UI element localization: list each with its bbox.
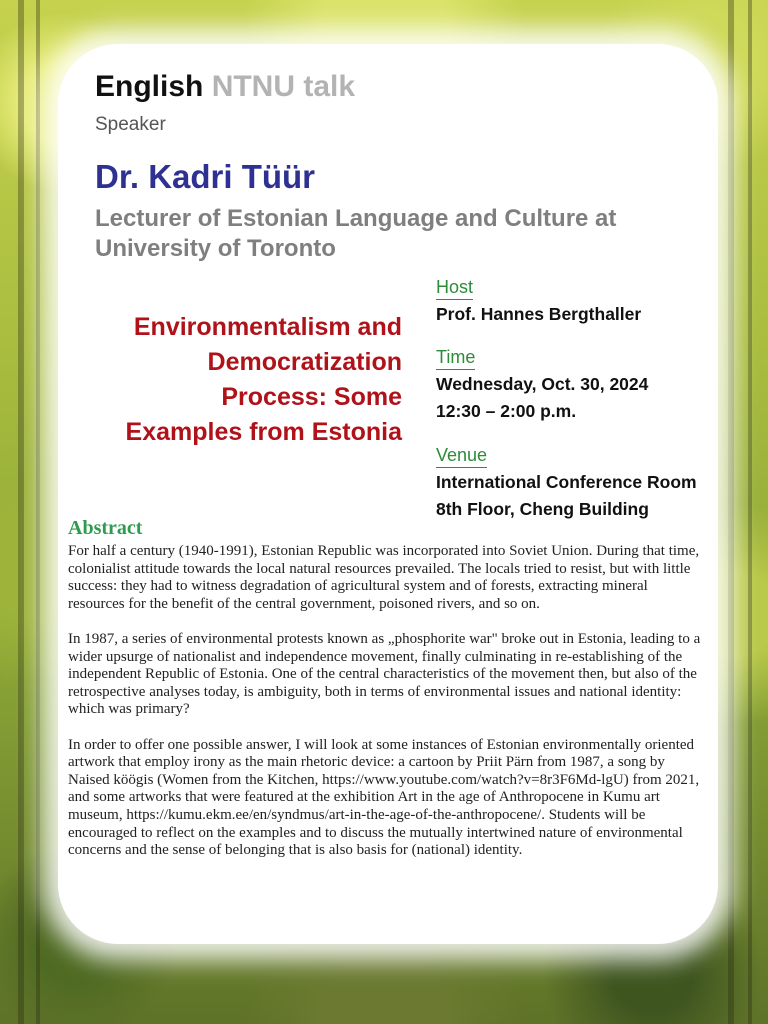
affiliation-line: University of Toronto: [95, 235, 336, 262]
affiliation-line: Lecturer of Estonian Language and Culture at: [95, 205, 617, 232]
talk-title-line: Democratization: [207, 348, 402, 376]
host-value: Prof. Hannes Bergthaller: [436, 304, 642, 324]
time-date: Wednesday, Oct. 30, 2024: [436, 374, 649, 394]
event-title: [95, 70, 355, 104]
time-section: [436, 347, 736, 424]
event-title-english: English: [95, 70, 204, 103]
talk-title: [90, 310, 402, 450]
venue-room: International Conference Room: [436, 472, 697, 492]
speaker-label: Speaker: [95, 114, 166, 135]
host-section: [436, 277, 736, 327]
talk-title-line: Process: Some: [221, 383, 402, 411]
event-title-ntnu-talk: NTNU talk: [211, 70, 356, 103]
venue-section: [436, 445, 736, 522]
speaker-name: Dr. Kadri Tüür: [95, 158, 316, 195]
abstract-paragraph: In 1987, a series of environmental protests known as „phosphorite war" broke out in Estonia, leading to a wider upsurge of nationalist and independence movement, finally culminating in re-establishing of the independent Republic of Estonia. One of the central characteristics of the movement then, but also of the retrospective analyses today, is ambiguity, both in terms of environmental issues and national identity: which was primary?: [68, 630, 701, 718]
abstract-paragraph: For half a century (1940-1991), Estonian Republic was incorporated into Soviet Union. During that time, colonialist attitude towards the local natural resources prevailed. The locals tried to resist, but with little success: they had to witness degradation of agricultural system and of forests, extracting mineral resources for the benefit of the central government, poisoned rivers, and so on.: [68, 543, 700, 612]
venue-building: 8th Floor, Cheng Building: [436, 499, 649, 519]
abstract-body: [68, 543, 708, 877]
time-hours: 12:30 – 2:00 p.m.: [436, 401, 577, 421]
venue-label: Venue: [436, 445, 487, 468]
host-label: Host: [436, 277, 473, 300]
abstract-heading: Abstract: [68, 517, 143, 539]
time-label: Time: [436, 347, 475, 370]
talk-title-line: Examples from Estonia: [125, 418, 402, 446]
abstract-paragraph: In order to offer one possible answer, I will look at some instances of Estonian environmentally oriented artwork that employ irony as the main rhetoric device: a cartoon by Priit Pärn from 1987, a song by Naised köögis (Women from the Kitchen, https://www.youtube.com/watch?v=8r3F6Md-lgU) from 2021, and some artworks that were featured at the exhibition Art in the age of Anthropocene in Kumu art museum, https://kumu.ekm.ee/en/syndmus/art-in-the-age-of-the-anthropocene/. Students will be encouraged to reflect on the examples and to discuss the mutually intertwined nature of environmental concerns and the sense of belonging that is also basis for (national) identity.: [68, 736, 700, 859]
speaker-affiliation: [95, 204, 695, 264]
talk-title-line: Environmentalism and: [133, 313, 402, 341]
